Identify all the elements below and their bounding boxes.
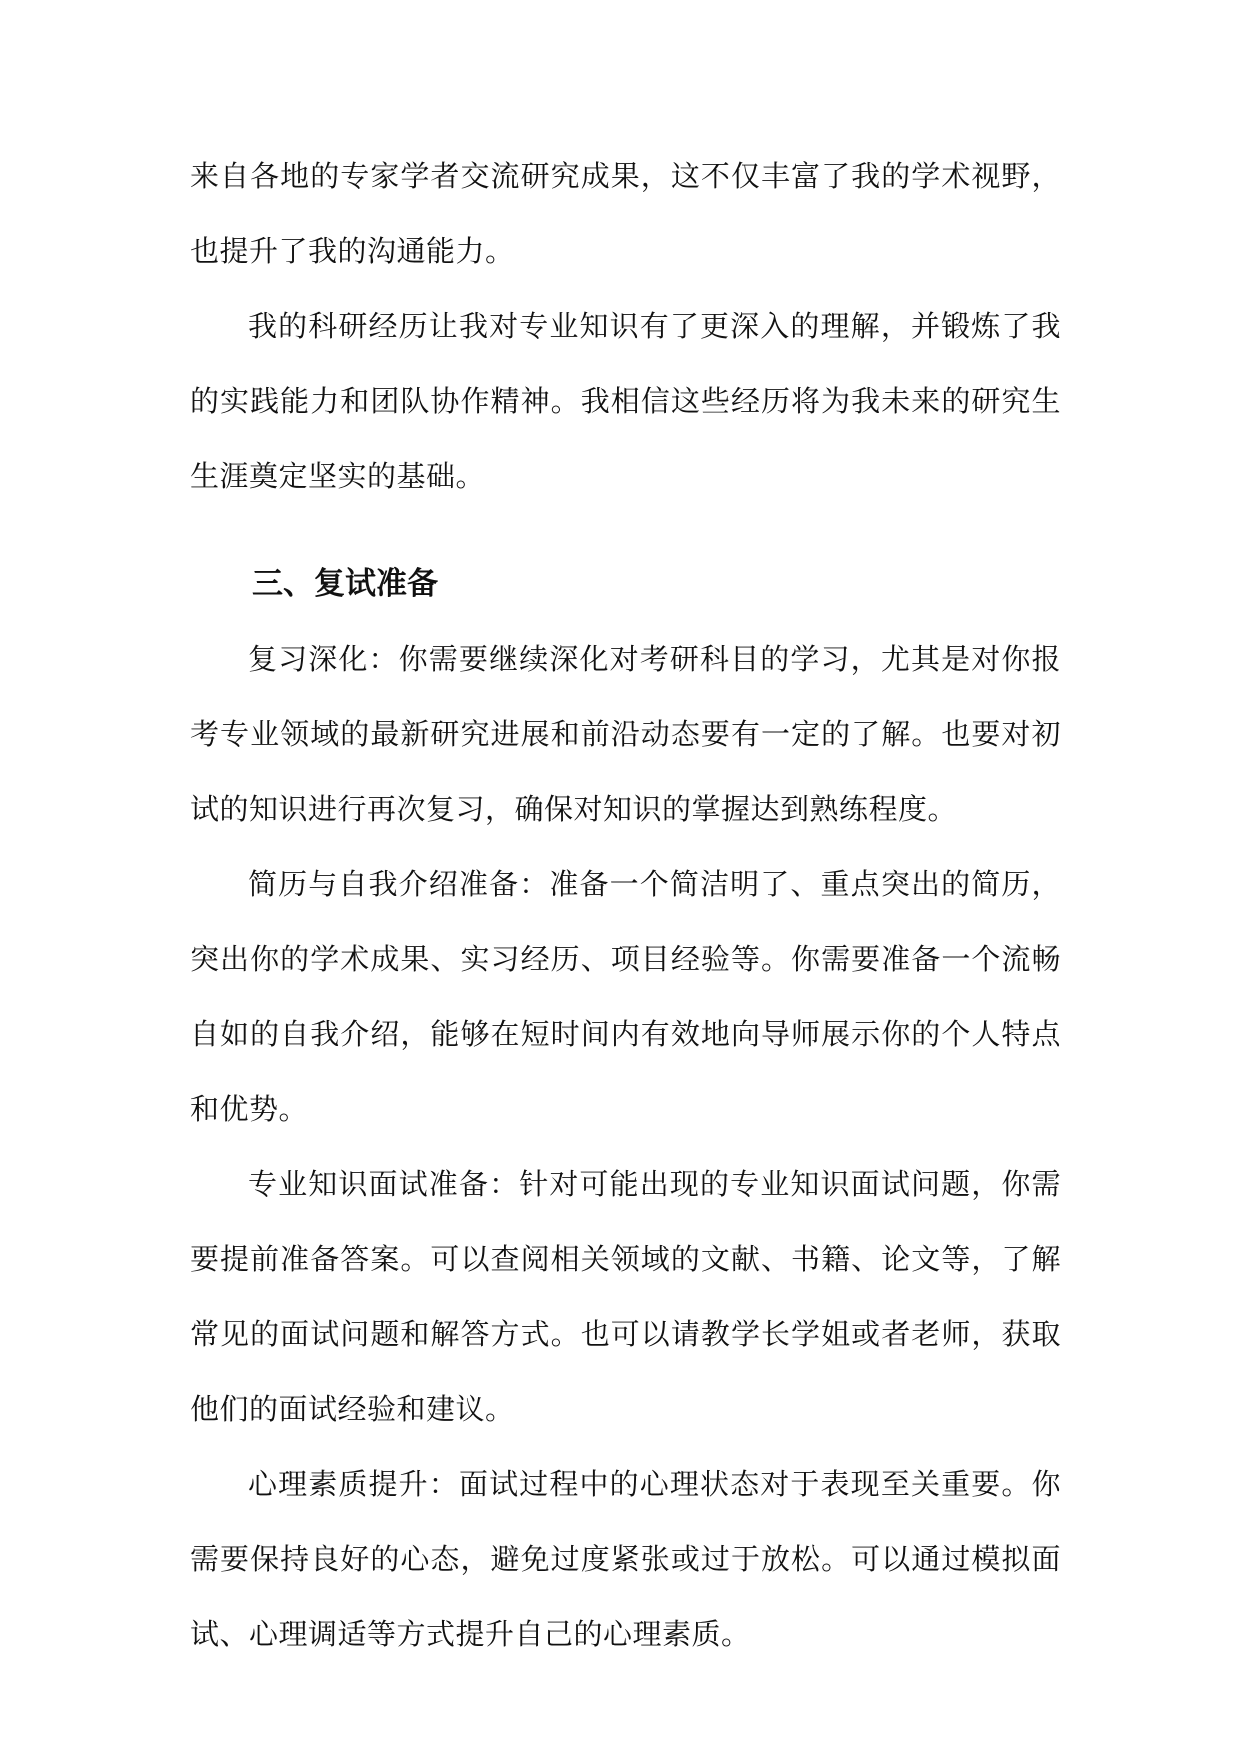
paragraph-continuation: 来自各地的专家学者交流研究成果，这不仅丰富了我的学术视野，也提升了我的沟通能力。 xyxy=(190,159,1061,268)
paragraph-psychology: 心理素质提升：面试过程中的心理状态对于表现至关重要。你需要保持良好的心态，避免过度紧张或过于放松。可以通过模拟面试、心理调适等方式提升自己的心理素质。 xyxy=(190,1467,1061,1651)
paragraph-interview-prep: 专业知识面试准备：针对可能出现的专业知识面试问题，你需要提前准备答案。可以查阅相关领域的文献、书籍、论文等，了解常见的面试问题和解答方式。也可以请教学长学姐或者老师，获取他们的面试经验和建议。 xyxy=(190,1167,1061,1426)
section-heading: 三、复试准备 xyxy=(252,566,438,602)
paragraph-resume-intro: 简历与自我介绍准备：准备一个简洁明了、重点突出的简历，突出你的学术成果、实习经历、项目经验等。你需要准备一个流畅自如的自我介绍，能够在短时间内有效地向导师展示你的个人特点和优势。 xyxy=(190,867,1061,1126)
paragraph-research-summary: 我的科研经历让我对专业知识有了更深入的理解，并锻炼了我的实践能力和团队协作精神。我相信这些经历将为我未来的研究生生涯奠定坚实的基础。 xyxy=(190,309,1061,493)
paragraph-review-deepening: 复习深化：你需要继续深化对考研科目的学习，尤其是对你报考专业领域的最新研究进展和前沿动态要有一定的了解。也要对初试的知识进行再次复习，确保对知识的掌握达到熟练程度。 xyxy=(190,642,1061,826)
